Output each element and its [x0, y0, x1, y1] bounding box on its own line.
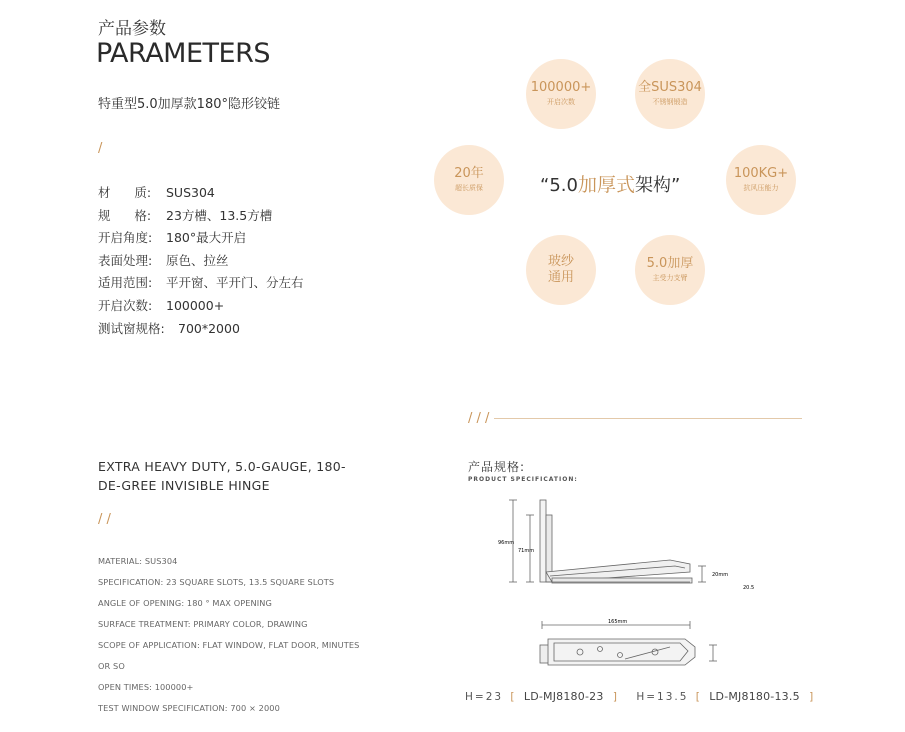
title-cn: 产品参数 — [98, 19, 166, 39]
spec-row-surface — [98, 250, 304, 273]
spec-row-test — [98, 318, 304, 341]
feature-value: 100KG+ — [733, 166, 789, 181]
feature-caption: 超长质保 — [455, 184, 483, 192]
quote-prefix: “5.0 — [540, 175, 578, 196]
en-line: MATERIAL: SUS304 — [98, 556, 178, 566]
en-line: TEST WINDOW SPECIFICATION: 700 × 2000 — [98, 703, 280, 713]
feature-value: 100000+ — [530, 80, 592, 95]
spec-row-spec — [98, 205, 304, 228]
product-name: 特重型5.0加厚款180°隐形铰链 — [98, 97, 280, 112]
spec-value: 原色、拉丝 — [166, 252, 229, 268]
dim-96: 96mm — [498, 540, 515, 546]
model-1-height: H=23 — [465, 691, 504, 703]
en-line: ANGLE OF OPENING: 180 ° MAX OPENING — [98, 598, 272, 608]
en-spec-list — [98, 551, 359, 719]
feature-caption: 开启次数 — [547, 98, 575, 106]
en-line: SPECIFICATION: 23 SQUARE SLOTS, 13.5 SQUARE SLOTS — [98, 577, 335, 587]
product-spec-title-cn: 产品规格: — [468, 460, 526, 474]
spec-row-material — [98, 182, 304, 205]
en-line: OPEN TIMES: 100000+ — [98, 682, 194, 692]
spec-label: 测试窗规格: — [98, 320, 165, 336]
model-list — [465, 690, 813, 703]
dim-20-5: 20.5 — [743, 585, 755, 591]
slash-divider-2: / / — [98, 512, 111, 527]
feature-value: 全SUS304 — [638, 80, 702, 95]
en-line: SURFACE TREATMENT: PRIMARY COLOR, DRAWING — [98, 619, 308, 629]
spec-value: 平开窗、平开门、分左右 — [166, 275, 304, 291]
feature-circle-glass-screen — [526, 235, 596, 305]
spec-label: 材 质: — [98, 185, 152, 200]
dim-20: 20mm — [712, 572, 729, 578]
bracket-close: ] — [809, 691, 814, 703]
feature-caption: 主受力支臂 — [652, 274, 688, 282]
product-spec-title-en: PRODUCT SPECIFICATION: — [468, 476, 578, 483]
feature-caption: 不锈钢锻造 — [652, 98, 688, 106]
divider-line — [494, 418, 802, 419]
dim-71: 71mm — [518, 548, 535, 554]
spec-value: 23方槽、13.5方槽 — [166, 207, 273, 223]
feature-value: 5.0加厚 — [646, 256, 694, 271]
feature-circle-thickness — [635, 235, 705, 305]
spec-label: 开启角度: — [98, 230, 153, 246]
spec-value: 700*2000 — [178, 320, 240, 336]
dim-165: 165mm — [608, 619, 628, 625]
feature-circle-wind-pressure — [726, 145, 796, 215]
feature-circle-material — [635, 59, 705, 129]
model-2-code: LD-MJ8180-13.5 — [709, 690, 800, 703]
quote-accent: 加厚式 — [577, 174, 635, 196]
spec-row-angle — [98, 227, 304, 250]
spec-label: 表面处理: — [98, 252, 153, 268]
bracket-open: [ — [695, 691, 700, 703]
spec-row-scope — [98, 272, 304, 295]
feature-caption: 抗风压能力 — [743, 184, 779, 192]
en-line: OR SO — [98, 661, 125, 671]
spec-label: 开启次数: — [98, 297, 153, 313]
feature-circle-warranty — [434, 145, 504, 215]
slash-divider-3: / / / — [468, 411, 490, 426]
feature-circle-open-times — [526, 59, 596, 129]
feature-value: 通用 — [547, 270, 574, 285]
spec-list-cn — [98, 182, 304, 340]
bracket-open: [ — [510, 691, 515, 703]
spec-value: 100000+ — [166, 297, 225, 313]
spec-row-times — [98, 295, 304, 318]
model-1-code: LD-MJ8180-23 — [523, 690, 604, 703]
feature-value: 20年 — [454, 166, 484, 181]
spec-value: 180°最大开启 — [166, 230, 247, 246]
spec-value: SUS304 — [166, 185, 215, 200]
feature-value: 玻纱 — [547, 254, 574, 269]
en-heading: EXTRA HEAVY DUTY, 5.0-GAUGE, 180-DE-GREE INVISIBLE HINGE — [98, 459, 346, 493]
spec-label: 规 格: — [98, 207, 152, 223]
spec-label: 适用范围: — [98, 275, 153, 291]
hinge-side-view-drawing — [490, 490, 770, 600]
quote-suffix: 架构” — [634, 175, 681, 196]
hinge-top-view-drawing — [520, 615, 730, 675]
title-en: PARAMETERS — [96, 38, 270, 69]
model-2-height: H=13.5 — [636, 691, 689, 703]
en-line: SCOPE OF APPLICATION: FLAT WINDOW, FLAT DOOR, MINUTES — [98, 640, 360, 650]
structure-quote — [540, 170, 680, 197]
bracket-close: ] — [612, 691, 617, 703]
slash-divider-1: / — [98, 141, 103, 156]
